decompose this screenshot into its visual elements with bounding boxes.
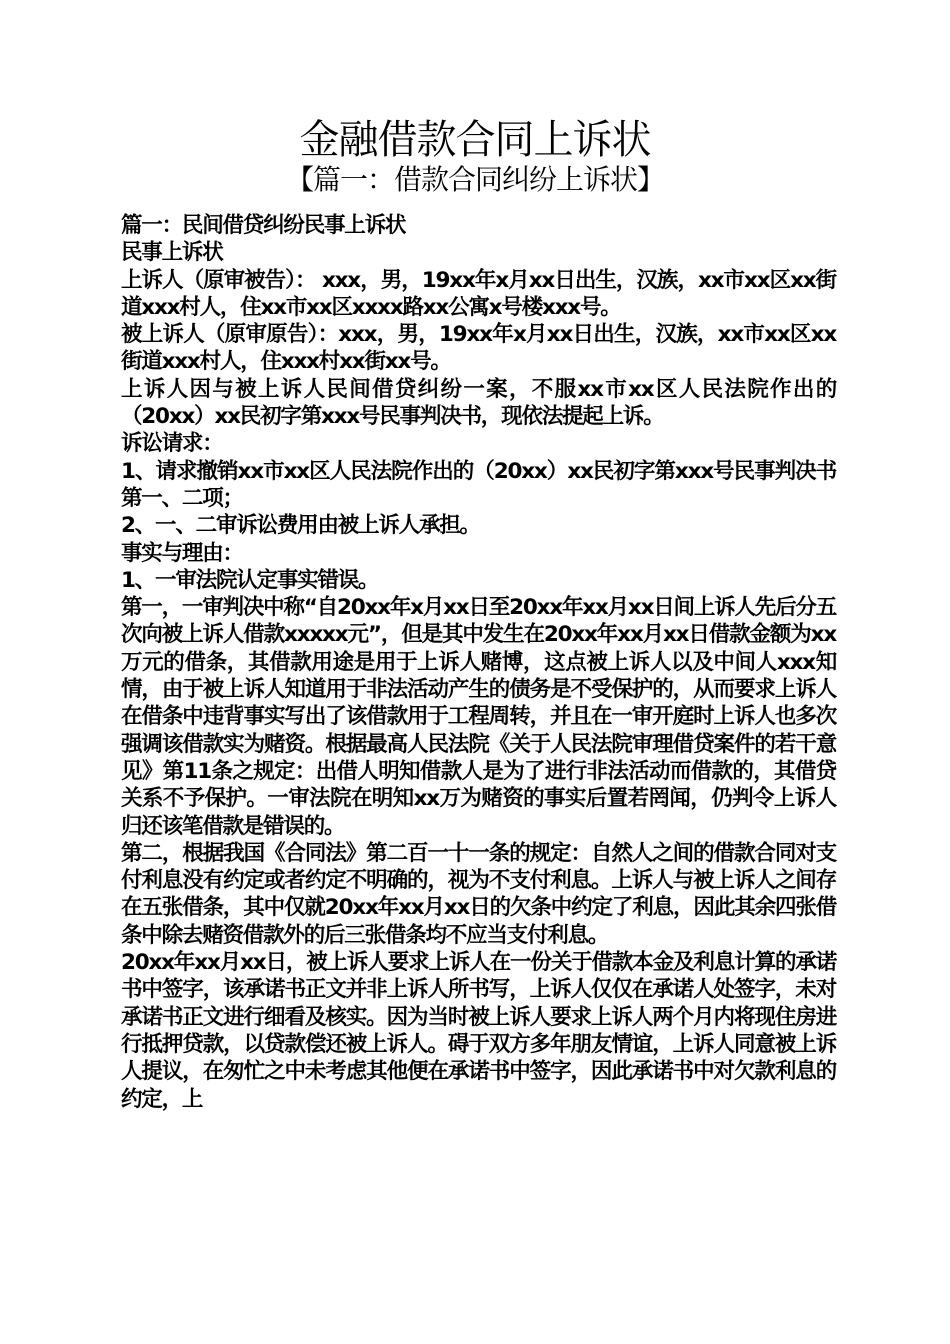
argument-paragraph-1: 第一，一审判决中称“自20xx年x月xx日至20xx年xx月xx日间上诉人先后分五次向被上诉人借款xxxxx元”，但是其中发生在20xx年xx月xx日借款金额为xx万元的借条，其借款用途是用于上诉人赌博，这点被上诉人以及中间人xxx知情，由于被上诉人知道用于非法活动产生的债务是不受保护的，从而要求上诉人在借条中违背事实写出了该借款用于工程周转，并且在一审开庭时上诉人也多次强调该借款实为赌资。根据最高人民法院《关于人民法院审理借贷案件的若干意见》第11条之规定：出借人明知借款人是为了进行非法活动而借款的，其借贷关系不予保护。一审法院在明知xx万为赌资的事实后置若罔闻，仍判令上诉人归还该笔借款是错误的。 [121, 595, 836, 839]
argument-paragraph-2: 第二，根据我国《合同法》第二百一十一条的规定：自然人之间的借款合同对支付利息没有约定或者约定不明确的，视为不支付利息。上诉人与被上诉人之间存在五张借条，其中仅就20xx年xx月xx日的欠条中约定了利息，因此其余四张借条中除去赌资借款外的后三张借条均不应当支付利息。 [121, 840, 836, 948]
section-heading: 篇一：民间借贷纠纷民事上诉状 [121, 213, 406, 238]
appellee-paragraph: 被上诉人（原审原告）：xxx，男，19xx年x月xx日出生，汉族，xx市xx区xx街道xxx村人，住xxx村xx街xx号。 [121, 322, 836, 375]
appellant-paragraph: 上诉人（原审被告）： xxx，男，19xx年x月xx日出生，汉族，xx市xx区xx街道xxx村人，住xx市xx区xxxx路xx公寓x号楼xxx号。 [121, 267, 836, 320]
claims-heading: 诉讼请求： [121, 431, 223, 457]
document-type-heading: 民事上诉状 [121, 240, 223, 266]
document-body [116, 212, 836, 1113]
document-title: 金融借款合同上诉状 [299, 117, 651, 163]
argument-paragraph-3: 20xx年xx月xx日，被上诉人要求上诉人在一份关于借款本金及利息计算的承诺书中签字，该承诺书正文并非上诉人所书写，上诉人仅仅在承诺人处签字，未对承诺书正文进行细看及核实。因为当时被上诉人要求上诉人两个月内将现住房进行抵押贷款，以贷款偿还被上诉人。碍于双方多年朋友情谊，上诉人同意被上诉人提议，在匆忙之中未考虑其他便在承诺书中签字，因此承诺书中对欠款利息的约定，上 [121, 950, 836, 1112]
document-subtitle: 【篇一：借款合同纠纷上诉状】 [285, 163, 664, 196]
fact-item-1: 1、一审法院认定事实错误。 [121, 567, 379, 593]
claim-item-1: 1、请求撤销xx市xx区人民法院作出的（20xx）xx民初字第xxx号民事判决书第一、二项； [121, 458, 836, 511]
appeal-statement-paragraph: 上诉人因与被上诉人民间借贷纠纷一案，不服xx市xx区人民法院作出的（20xx）xx民初字第xxx号民事判决书，现依法提起上诉。 [121, 376, 836, 430]
facts-heading: 事实与理由： [121, 540, 243, 566]
claim-item-2: 2、一、二审诉讼费用由被上诉人承担。 [121, 513, 480, 539]
